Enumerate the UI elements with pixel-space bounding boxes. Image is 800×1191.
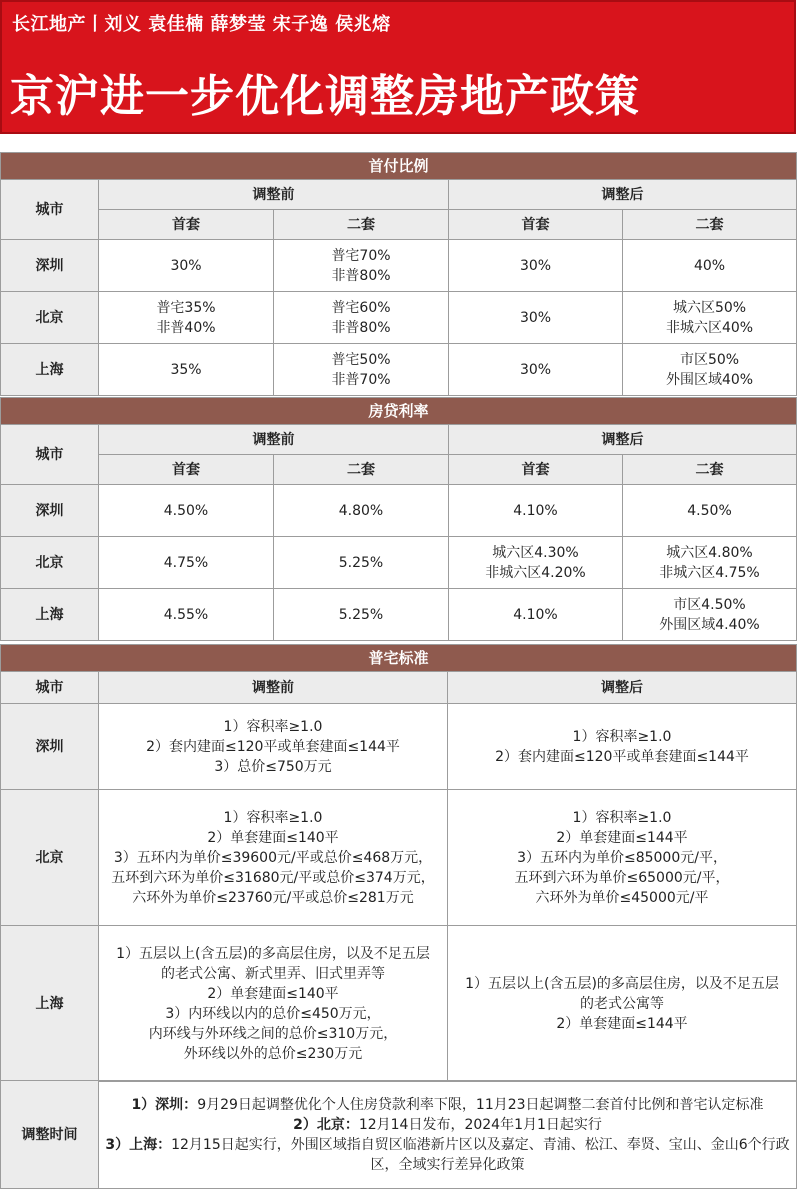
down-payment-table (0, 152, 797, 396)
value-cell: 城六区50% 非城六区40% (623, 292, 797, 344)
value-cell: 4.80% (274, 485, 449, 537)
second-home-header: 二套 (623, 210, 797, 240)
value-cell: 普宅70% 非普80% (274, 240, 449, 292)
city-header: 城市 (1, 180, 99, 240)
second-home-header: 二套 (274, 210, 449, 240)
timing-line (103, 1095, 792, 1115)
timing-line (103, 1115, 792, 1135)
first-home-header: 首套 (449, 210, 623, 240)
timing-prefix: 1）深圳： (131, 1096, 198, 1113)
section-title: 房贷利率 (1, 398, 797, 425)
mortgage-rate-table (0, 397, 797, 641)
section-title: 普宅标准 (1, 645, 797, 672)
value-cell: 35% (99, 344, 274, 396)
authors-line: 长江地产丨刘义 袁佳楠 薛梦莹 宋子逸 侯兆熔 (12, 14, 391, 35)
before-header: 调整前 (99, 672, 448, 704)
value-cell: 30% (449, 344, 623, 396)
city-header: 城市 (1, 425, 99, 485)
value-cell: 市区4.50% 外围区域4.40% (623, 589, 797, 641)
city-cell: 上海 (1, 589, 99, 641)
criteria-cell: 1）容积率≥1.0 2）单套建面≤140平 3）五环内为单价≤39600元/平或总价≤468万元， 五环到六环为单价≤31680元/平或总价≤374万元， 六环外为单价≤23760元/平或总价≤281万元 (99, 790, 448, 926)
value-cell: 4.10% (449, 589, 623, 641)
table-row (1, 292, 797, 344)
table-row (1, 485, 797, 537)
value-cell: 城六区4.30% 非城六区4.20% (449, 537, 623, 589)
table-row (1, 240, 797, 292)
criteria-cell: 1）容积率≥1.0 2）单套建面≤144平 3）五环内为单价≤85000元/平， 五环到六环为单价≤65000元/平， 六环外为单价≤45000元/平 (448, 790, 797, 926)
standard-housing-table (0, 644, 797, 1082)
value-cell: 5.25% (274, 589, 449, 641)
timing-label: 调整时间 (1, 1081, 99, 1189)
timing-details (99, 1081, 797, 1189)
city-cell: 上海 (1, 344, 99, 396)
criteria-cell: 1）容积率≥1.0 2）套内建面≤120平或单套建面≤144平 3）总价≤750万元 (99, 704, 448, 790)
timing-text: 12月15日起实行，外围区域指自贸区临港新片区以及嘉定、青浦、松江、奉贤、宝山、金山6个行政区，全域实行差异化政策 (171, 1136, 790, 1173)
table-row (1, 537, 797, 589)
value-cell: 40% (623, 240, 797, 292)
value-cell: 4.50% (99, 485, 274, 537)
value-cell: 30% (99, 240, 274, 292)
after-header: 调整后 (449, 180, 797, 210)
second-home-header: 二套 (623, 455, 797, 485)
second-home-header: 二套 (274, 455, 449, 485)
table-row (1, 704, 797, 790)
city-cell: 深圳 (1, 485, 99, 537)
title-banner (0, 0, 796, 134)
table-row (1, 344, 797, 396)
section-title: 首付比例 (1, 153, 797, 180)
city-cell: 深圳 (1, 704, 99, 790)
table-row (1, 790, 797, 926)
table-row (1, 926, 797, 1082)
timing-text: 12月14日发布，2024年1月1日起实行 (358, 1116, 602, 1133)
criteria-cell: 1）五层以上(含五层)的多高层住房，以及不足五层 的老式公寓、新式里弄、旧式里弄等 2）单套建面≤140平 3）内环线以内的总价≤450万元， 内环线与外环线之间的总价≤310万元， 外环线以外的总价≤230万元 (99, 926, 448, 1082)
value-cell: 4.55% (99, 589, 274, 641)
first-home-header: 首套 (449, 455, 623, 485)
table-row (1, 589, 797, 641)
value-cell: 4.75% (99, 537, 274, 589)
timing-prefix: 3）上海： (105, 1136, 172, 1153)
adjustment-timing-table (0, 1080, 797, 1189)
timing-line (103, 1135, 792, 1175)
value-cell: 普宅35% 非普40% (99, 292, 274, 344)
value-cell: 4.10% (449, 485, 623, 537)
value-cell: 4.50% (623, 485, 797, 537)
city-cell: 北京 (1, 292, 99, 344)
city-cell: 深圳 (1, 240, 99, 292)
first-home-header: 首套 (99, 455, 274, 485)
timing-prefix: 2）北京： (293, 1116, 359, 1133)
city-cell: 北京 (1, 790, 99, 926)
page-title: 京沪进一步优化调整房地产政策 (10, 71, 640, 122)
value-cell: 30% (449, 292, 623, 344)
table-row (1, 1081, 797, 1189)
value-cell: 普宅50% 非普70% (274, 344, 449, 396)
before-header: 调整前 (99, 425, 449, 455)
city-header: 城市 (1, 672, 99, 704)
timing-text: 9月29日起调整优化个人住房贷款利率下限，11月23日起调整二套首付比例和普宅认定标准 (197, 1096, 764, 1113)
criteria-cell: 1）五层以上(含五层)的多高层住房，以及不足五层 的老式公寓等 2）单套建面≤144平 (448, 926, 797, 1082)
value-cell: 5.25% (274, 537, 449, 589)
value-cell: 普宅60% 非普80% (274, 292, 449, 344)
city-cell: 上海 (1, 926, 99, 1082)
criteria-cell: 1）容积率≥1.0 2）套内建面≤120平或单套建面≤144平 (448, 704, 797, 790)
first-home-header: 首套 (99, 210, 274, 240)
before-header: 调整前 (99, 180, 449, 210)
city-cell: 北京 (1, 537, 99, 589)
after-header: 调整后 (448, 672, 797, 704)
value-cell: 城六区4.80% 非城六区4.75% (623, 537, 797, 589)
value-cell: 市区50% 外围区域40% (623, 344, 797, 396)
after-header: 调整后 (449, 425, 797, 455)
value-cell: 30% (449, 240, 623, 292)
